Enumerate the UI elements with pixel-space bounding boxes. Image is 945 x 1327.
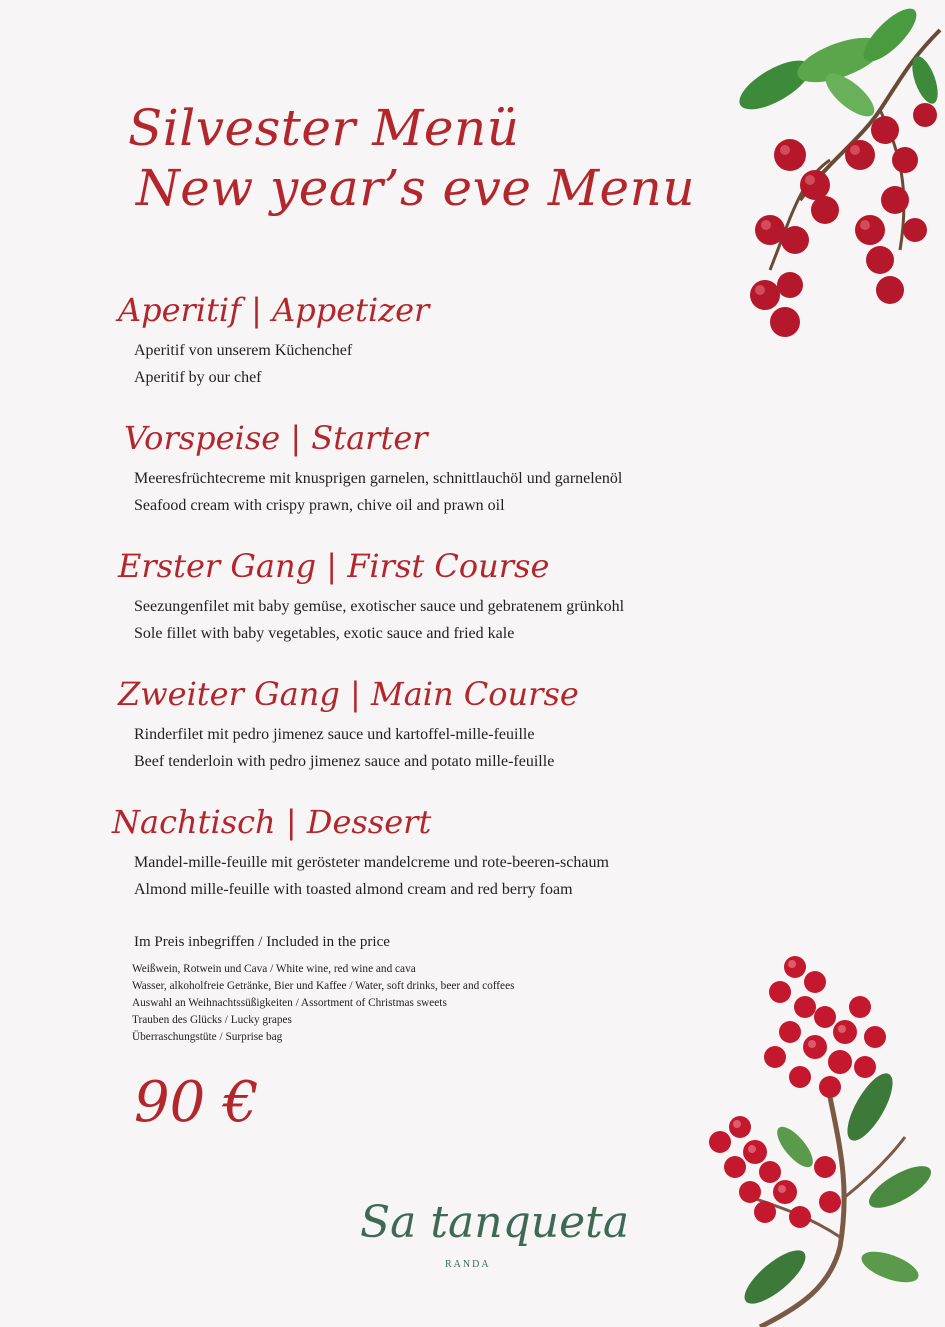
restaurant-logo: Sa tanqueta xyxy=(360,1197,630,1248)
course-description-de: Seezungenfilet mit baby gemüse, exotischer sauce und gebratenem grünkohl xyxy=(134,598,625,615)
course-description-en: Seafood cream with crispy prawn, chive oil and prawn oil xyxy=(134,497,505,514)
included-item: Trauben des Glücks / Lucky grapes xyxy=(132,1014,292,1026)
included-item: Auswahl an Weihnachtssüßigkeiten / Assortment of Christmas sweets xyxy=(132,997,447,1009)
course-description-en: Beef tenderloin with pedro jimenez sauce and potato mille-feuille xyxy=(134,753,555,770)
course-heading: Vorspeise | Starter xyxy=(124,419,428,457)
course-description-de: Mandel-mille-feuille mit gerösteter mandelcreme und rote-beeren-schaum xyxy=(134,854,609,871)
menu-price: 90 € xyxy=(134,1070,259,1135)
menu-title xyxy=(128,98,695,218)
included-heading: Im Preis inbegriffen / Included in the price xyxy=(134,934,390,950)
course-description-de: Meeresfrüchtecreme mit knusprigen garnelen, schnittlauchöl und garnelenöl xyxy=(134,470,623,487)
included-list xyxy=(132,961,514,1046)
title-line-english: New year’s eve Menu xyxy=(136,159,696,217)
included-item: Überraschungstüte / Surprise bag xyxy=(132,1031,283,1043)
course-description-de: Aperitif von unserem Küchenchef xyxy=(134,342,353,359)
course-heading: Erster Gang | First Course xyxy=(118,547,550,585)
course-heading: Nachtisch | Dessert xyxy=(112,803,432,841)
berry-branch-top-icon xyxy=(730,0,945,350)
course-heading: Aperitif | Appetizer xyxy=(118,291,430,329)
title-line-german: Silvester Menü xyxy=(128,99,520,157)
restaurant-logo-location: RANDA xyxy=(445,1259,491,1270)
berry-branch-bottom-icon xyxy=(700,947,940,1327)
included-item: Weißwein, Rotwein und Cava / White wine, red wine and cava xyxy=(132,963,416,975)
course-heading: Zweiter Gang | Main Course xyxy=(118,675,579,713)
course-description-de: Rinderfilet mit pedro jimenez sauce und kartoffel-mille-feuille xyxy=(134,726,535,743)
course-description-en: Almond mille-feuille with toasted almond cream and red berry foam xyxy=(134,881,573,898)
course-description-en: Aperitif by our chef xyxy=(134,369,262,386)
included-item: Wasser, alkoholfreie Getränke, Bier und Kaffee / Water, soft drinks, beer and coffees xyxy=(132,980,515,992)
course-description-en: Sole fillet with baby vegetables, exotic sauce and fried kale xyxy=(134,625,515,642)
